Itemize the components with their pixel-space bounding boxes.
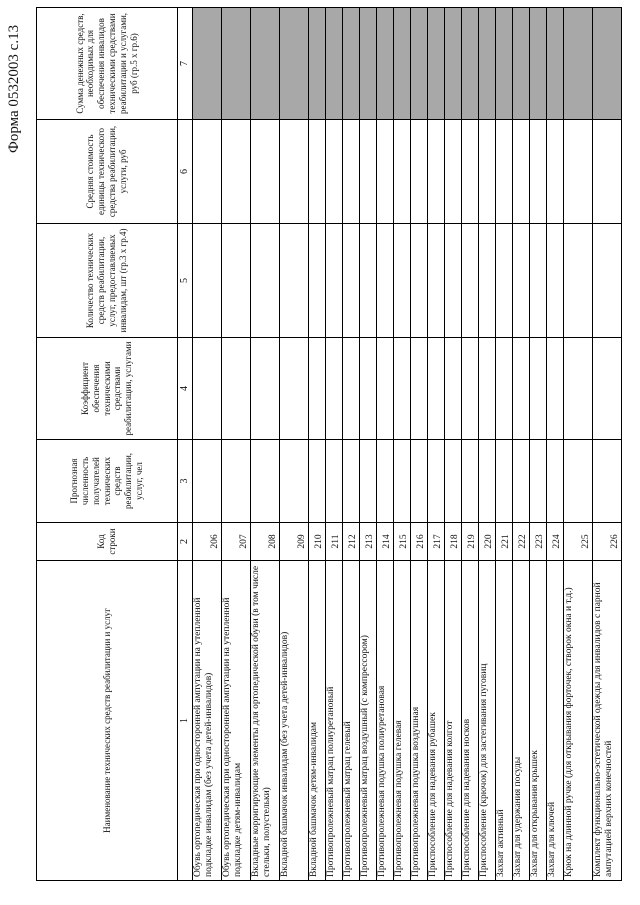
cell-quantity (326, 224, 343, 338)
cell-forecast (530, 440, 547, 523)
cell-coefficient (564, 338, 593, 440)
cell-forecast (394, 440, 411, 523)
table-row (564, 8, 593, 881)
form-label: Форма 0532003 с.13 (6, 24, 22, 153)
cell-forecast (564, 440, 593, 523)
cell-coefficient (280, 338, 309, 440)
row-name: Захват для ключей (547, 561, 564, 881)
table-row (411, 8, 428, 881)
cell-average-cost (564, 120, 593, 224)
cell-total-sum (280, 8, 309, 120)
cell-coefficient (445, 338, 462, 440)
row-code: 221 (496, 523, 513, 561)
cell-total-sum (411, 8, 428, 120)
header-average-cost: Средняя стоимость единицы технического средства реабилитации, услуги, руб (37, 120, 178, 224)
table-row (309, 8, 326, 881)
row-name: Обувь ортопедическая при односторонней ампутации на утепленной подкладке инвалидам (без учета детей-инвалидов) (193, 561, 222, 881)
cell-forecast (428, 440, 445, 523)
cell-quantity (309, 224, 326, 338)
cell-quantity (593, 224, 622, 338)
row-name: Противопролежневая подушка полиуретановая (377, 561, 394, 881)
row-name: Противопролежневая подушка гелевая (394, 561, 411, 881)
cell-coefficient (513, 338, 530, 440)
cell-coefficient (530, 338, 547, 440)
row-name: Захват активный (496, 561, 513, 881)
cell-total-sum (343, 8, 360, 120)
cell-quantity (547, 224, 564, 338)
cell-quantity (394, 224, 411, 338)
cell-forecast (251, 440, 280, 523)
row-name: Комплект функционально-эстетической одежды для инвалидов с парной ампутацией верхних конечностей (593, 561, 622, 881)
cell-average-cost (222, 120, 251, 224)
row-name: Противопролежневый матрац воздушный (с компрессором) (360, 561, 377, 881)
cell-total-sum (428, 8, 445, 120)
cell-forecast (479, 440, 496, 523)
cell-coefficient (309, 338, 326, 440)
cell-quantity (280, 224, 309, 338)
row-code: 206 (193, 523, 222, 561)
table-row (326, 8, 343, 881)
cell-total-sum (394, 8, 411, 120)
row-code: 208 (251, 523, 280, 561)
cell-quantity (479, 224, 496, 338)
column-number: 6 (178, 120, 193, 224)
cell-average-cost (343, 120, 360, 224)
table-row (513, 8, 530, 881)
cell-quantity (360, 224, 377, 338)
cell-coefficient (326, 338, 343, 440)
cell-forecast (343, 440, 360, 523)
cell-average-cost (593, 120, 622, 224)
cell-quantity (462, 224, 479, 338)
cell-total-sum (251, 8, 280, 120)
table-row (547, 8, 564, 881)
row-code: 212 (343, 523, 360, 561)
row-name: Обувь ортопедическая при односторонней ампутации на утепленной подкладке детям-инвалидам (222, 561, 251, 881)
cell-forecast (547, 440, 564, 523)
cell-coefficient (462, 338, 479, 440)
row-code: 213 (360, 523, 377, 561)
column-number: 2 (178, 523, 193, 561)
cell-average-cost (428, 120, 445, 224)
cell-total-sum (222, 8, 251, 120)
cell-average-cost (411, 120, 428, 224)
cell-coefficient (251, 338, 280, 440)
cell-average-cost (394, 120, 411, 224)
cell-total-sum (462, 8, 479, 120)
cell-quantity (513, 224, 530, 338)
header-coefficient: Коэффициент обеспечения техническими средствами реабилитации, услугами (37, 338, 178, 440)
cell-average-cost (513, 120, 530, 224)
cell-total-sum (445, 8, 462, 120)
row-name: Захват для удержания посуды (513, 561, 530, 881)
row-name: Противопролежневая подушка воздушная (411, 561, 428, 881)
cell-quantity (564, 224, 593, 338)
cell-quantity (377, 224, 394, 338)
cell-quantity (251, 224, 280, 338)
table-row (530, 8, 547, 881)
header-code: Код строки (37, 523, 178, 561)
cell-total-sum (547, 8, 564, 120)
table-row (462, 8, 479, 881)
header-name: Наименование технических средств реабилитации и услуг (37, 561, 178, 881)
cell-quantity (411, 224, 428, 338)
table-row (280, 8, 309, 881)
row-code: 214 (377, 523, 394, 561)
column-number: 4 (178, 338, 193, 440)
cell-average-cost (479, 120, 496, 224)
cell-forecast (280, 440, 309, 523)
row-code: 210 (309, 523, 326, 561)
cell-coefficient (377, 338, 394, 440)
row-code: 216 (411, 523, 428, 561)
cell-coefficient (222, 338, 251, 440)
header-forecast: Прогнозная численность получателей технических средств реабилитации, услуг, чел (37, 440, 178, 523)
header-total-sum: Сумма денежных средств, необходимых для обеспечения инвалидов техническими средствами реабилитации и услугами, руб (гр.5 х гр.6) (37, 8, 178, 120)
cell-coefficient (496, 338, 513, 440)
cell-coefficient (411, 338, 428, 440)
column-number: 7 (178, 8, 193, 120)
row-code: 218 (445, 523, 462, 561)
row-code: 215 (394, 523, 411, 561)
cell-forecast (193, 440, 222, 523)
cell-total-sum (564, 8, 593, 120)
row-name: Противопролежневый матрац гелевый (343, 561, 360, 881)
cell-average-cost (251, 120, 280, 224)
cell-coefficient (360, 338, 377, 440)
cell-coefficient (394, 338, 411, 440)
cell-quantity (445, 224, 462, 338)
cell-average-cost (547, 120, 564, 224)
row-code: 217 (428, 523, 445, 561)
column-number: 1 (178, 561, 193, 881)
cell-quantity (428, 224, 445, 338)
cell-quantity (343, 224, 360, 338)
cell-forecast (326, 440, 343, 523)
cell-total-sum (479, 8, 496, 120)
row-name: Вкладной башмачок инвалидам (без учета детей-инвалидов) (280, 561, 309, 881)
table-row (222, 8, 251, 881)
cell-total-sum (530, 8, 547, 120)
row-code: 222 (513, 523, 530, 561)
header-row (37, 8, 178, 881)
table-row (377, 8, 394, 881)
row-name: Вкладные корригирующие элементы для ортопедической обуви (в том числе стельки, полустельки) (251, 561, 280, 881)
row-name: Захват для открывания крышек (530, 561, 547, 881)
cell-coefficient (193, 338, 222, 440)
column-number: 3 (178, 440, 193, 523)
header-quantity: Количество технических средств реабилитации, услуг, предоставляемых инвалидам, шт (гр.3 х гр.4) (37, 224, 178, 338)
cell-quantity (530, 224, 547, 338)
row-code: 224 (547, 523, 564, 561)
cell-average-cost (530, 120, 547, 224)
row-code: 209 (280, 523, 309, 561)
column-number-row (178, 8, 193, 881)
table-row (193, 8, 222, 881)
table-row (343, 8, 360, 881)
cell-coefficient (547, 338, 564, 440)
cell-average-cost (193, 120, 222, 224)
cell-coefficient (593, 338, 622, 440)
cell-quantity (496, 224, 513, 338)
cell-coefficient (428, 338, 445, 440)
cell-average-cost (326, 120, 343, 224)
row-name: Приспособление (крючок) для застегивания пуговиц (479, 561, 496, 881)
table-row (593, 8, 622, 881)
row-name: Приспособление для надевания рубашек (428, 561, 445, 881)
row-name: Приспособление для надевания колгот (445, 561, 462, 881)
cell-total-sum (593, 8, 622, 120)
cell-quantity (193, 224, 222, 338)
column-number: 5 (178, 224, 193, 338)
row-code: 225 (564, 523, 593, 561)
row-code: 223 (530, 523, 547, 561)
cell-average-cost (496, 120, 513, 224)
cell-forecast (411, 440, 428, 523)
row-code: 226 (593, 523, 622, 561)
cell-total-sum (193, 8, 222, 120)
cell-forecast (222, 440, 251, 523)
table-row (251, 8, 280, 881)
row-code: 207 (222, 523, 251, 561)
cell-forecast (377, 440, 394, 523)
cell-average-cost (280, 120, 309, 224)
row-code: 220 (479, 523, 496, 561)
cell-average-cost (445, 120, 462, 224)
cell-coefficient (343, 338, 360, 440)
cell-coefficient (479, 338, 496, 440)
row-name: Вкладной башмачок детям-инвалидам (309, 561, 326, 881)
cell-forecast (445, 440, 462, 523)
row-name: Противопролежневый матрац полиуретановый (326, 561, 343, 881)
table-row (428, 8, 445, 881)
cell-average-cost (377, 120, 394, 224)
cell-average-cost (309, 120, 326, 224)
row-name: Приспособление для надевания носков (462, 561, 479, 881)
row-name: Крюк на длинной ручке (для открывания форточек, створок окна и т.д.) (564, 561, 593, 881)
cell-total-sum (496, 8, 513, 120)
cell-total-sum (326, 8, 343, 120)
cell-forecast (496, 440, 513, 523)
cell-forecast (593, 440, 622, 523)
table-row (445, 8, 462, 881)
cell-total-sum (377, 8, 394, 120)
cell-forecast (309, 440, 326, 523)
row-code: 219 (462, 523, 479, 561)
cell-average-cost (462, 120, 479, 224)
table-row (496, 8, 513, 881)
cell-total-sum (309, 8, 326, 120)
cell-forecast (513, 440, 530, 523)
cell-quantity (222, 224, 251, 338)
data-table (36, 7, 622, 881)
cell-average-cost (360, 120, 377, 224)
cell-total-sum (360, 8, 377, 120)
table-row (394, 8, 411, 881)
table-row (479, 8, 496, 881)
table-row (360, 8, 377, 881)
row-code: 211 (326, 523, 343, 561)
cell-forecast (360, 440, 377, 523)
cell-forecast (462, 440, 479, 523)
cell-total-sum (513, 8, 530, 120)
